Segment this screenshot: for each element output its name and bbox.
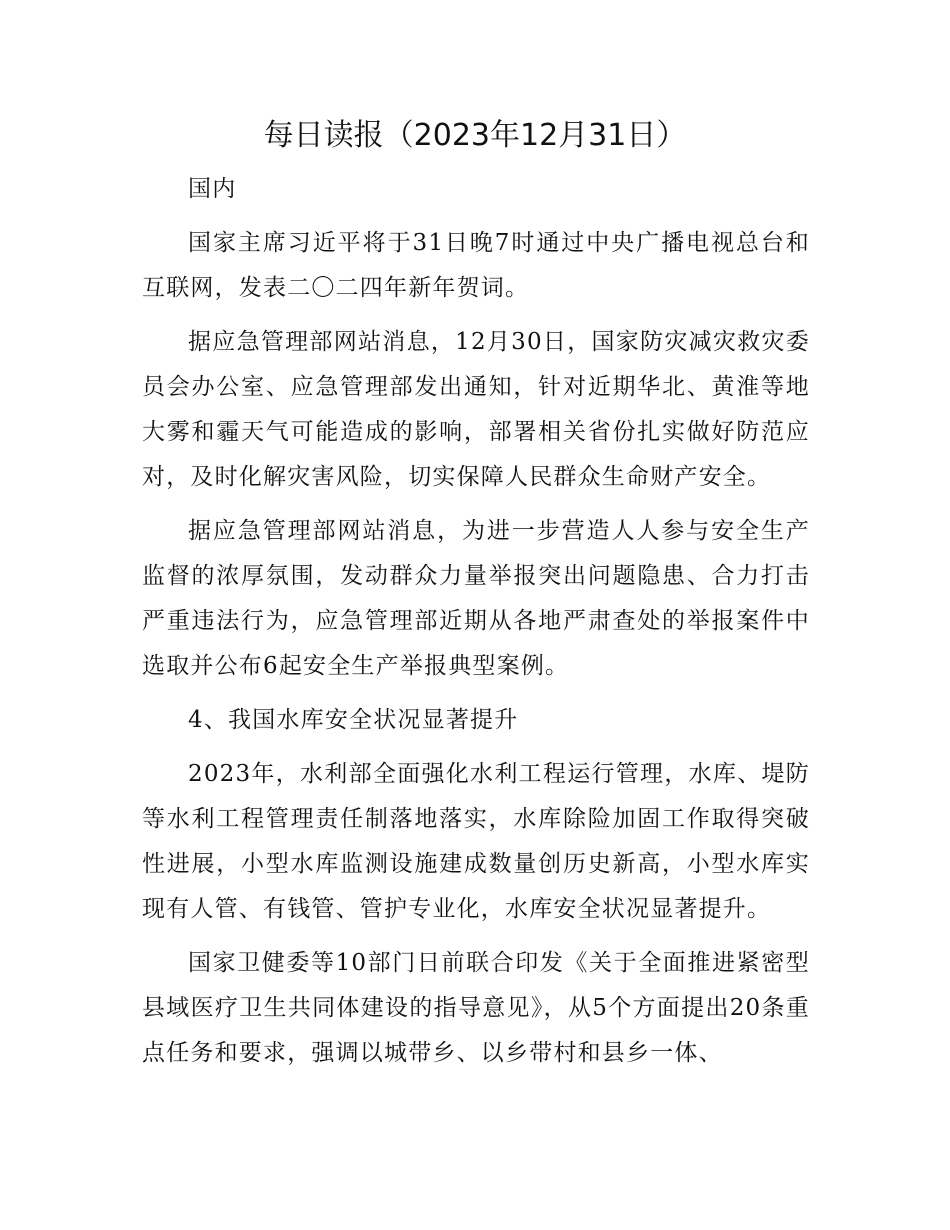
paragraph-new-year-address: 国家主席习近平将于31日晚7时通过中央广播电视总台和互联网，发表二〇二四年新年贺词。 [142,230,810,301]
paragraph-county-medical: 国家卫健委等10部门日前联合印发《关于全面推进紧密型县域医疗卫生共同体建设的指导意见》，从5个方面提出20条重点任务和要求，强调以城带乡、以乡带村和县乡一体、 [142,950,810,1066]
section-heading: 国内 [188,176,237,202]
document-title: 每日读报（2023年12月31日） [263,118,687,153]
paragraph-reservoir-safety: 2023年，水利部全面强化水利工程运行管理，水库、堤防等水利工程管理责任制落地落实，水库除险加固工作取得突破性进展，小型水库监测设施建成数量创历史新高，小型水库实现有人管、有钱管、管护专业化，水库安全状况显著提升。 [142,761,810,922]
document-body [142,167,810,1085]
paragraph-safety-reports: 据应急管理部网站消息，为进一步营造人人参与安全生产监督的浓厚氛围，发动群众力量举报突出问题隐患、合力打击严重违法行为，应急管理部近期从各地严肃查处的举报案件中选取并公布6起安全生产举报典型案例。 [142,518,810,679]
paragraph-fog-warning: 据应急管理部网站消息，12月30日，国家防灾减灾救灾委员会办公室、应急管理部发出通知，针对近期华北、黄淮等地大雾和霾天气可能造成的影响，部署相关省份扎实做好防范应对，及时化解灾害风险，切实保障人民群众生命财产安全。 [142,329,810,490]
paragraph-reservoir-heading: 4、我国水库安全状况显著提升 [188,707,519,733]
